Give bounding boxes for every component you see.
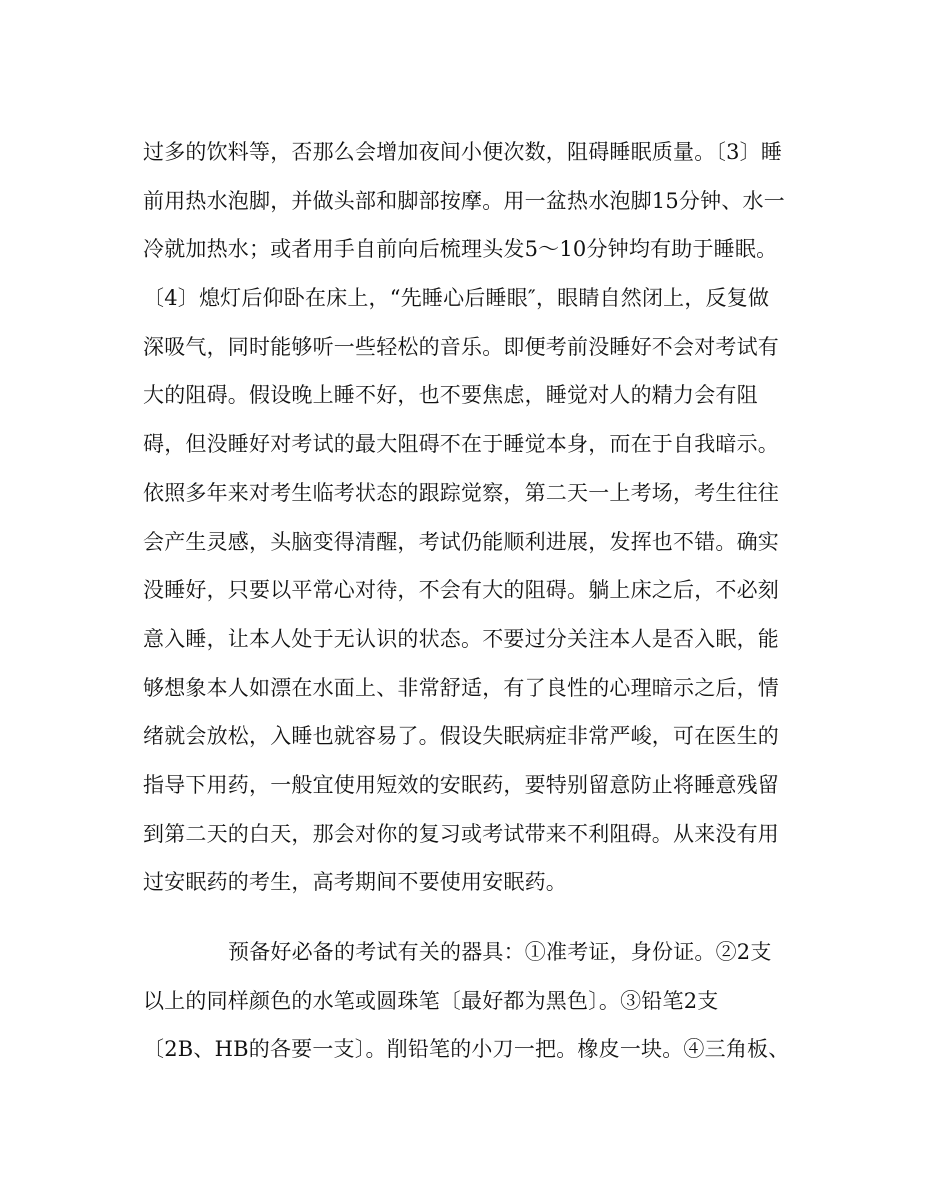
text-line: 〔2B、HB的各要一支〕。削铅笔的小刀一把。橡皮一块。④三角板、 bbox=[143, 1037, 790, 1062]
text-line: 没睡好，只要以平常心对待，不会有大的阻碍。躺上床之后，不必刻 bbox=[143, 578, 779, 603]
text-line: 依照多年来对考生临考状态的跟踪觉察，第二天一上考场，考生往往 bbox=[143, 480, 779, 505]
text-line: 〔4〕熄灯后仰卧在床上，“先睡心后睡眼″，眼睛自然闭上，反复做 bbox=[143, 286, 770, 311]
text-line: 会产生灵感，头脑变得清醒，考试仍能顺利进展，发挥也不错。确实 bbox=[143, 529, 779, 554]
text-line: 过安眠药的考生，高考期间不要使用安眠药。 bbox=[143, 870, 567, 895]
text-line: 到第二天的白天，那会对你的复习或考试带来不利阻碍。从来没有用 bbox=[143, 821, 779, 846]
paragraph-gap bbox=[143, 907, 813, 928]
text-line: 前用热水泡脚，并做头部和脚部按摩。用一盆热水泡脚15分钟、水一 bbox=[143, 188, 785, 213]
text-line: 绪就会放松，入睡也就容易了。假设失眠病症非常严峻，可在医生的 bbox=[143, 724, 779, 749]
text-line: 冷就加热水；或者用手自前向后梳理头发5～10分钟均有助于睡眠。 bbox=[143, 237, 778, 262]
paragraph-exam-tools bbox=[143, 928, 813, 1074]
text-line-indented: 预备好必备的考试有关的器具：①准考证，身份证。②2支 bbox=[228, 940, 772, 964]
text-line: 大的阻碍。假设晚上睡不好，也不要焦虑，睡觉对人的精力会有阻 bbox=[143, 383, 758, 408]
text-line: 深吸气，同时能够听一些轻松的音乐。即便考前没睡好不会对考试有 bbox=[143, 334, 779, 359]
text-line: 以上的同样颜色的水笔或圆珠笔〔最好都为黑色〕。③铅笔2支 bbox=[143, 988, 719, 1013]
text-line: 意入睡，让本人处于无认识的状态。不要过分关注本人是否入眠，能 bbox=[143, 626, 779, 651]
body-text bbox=[143, 128, 813, 1074]
text-line: 指导下用药，一般宜使用短效的安眠药，要特别留意防止将睡意残留 bbox=[143, 772, 779, 797]
text-line: 过多的饮料等，否那么会增加夜间小便次数，阻碍睡眠质量。〔3〕睡 bbox=[143, 140, 783, 164]
text-line: 够想象本人如漂在水面上、非常舒适，有了良性的心理暗示之后，情 bbox=[143, 675, 779, 700]
text-line: 碍，但没睡好对考试的最大阻碍不在于睡觉本身，而在于自我暗示。 bbox=[143, 432, 779, 457]
paragraph-sleep-advice bbox=[143, 128, 813, 907]
